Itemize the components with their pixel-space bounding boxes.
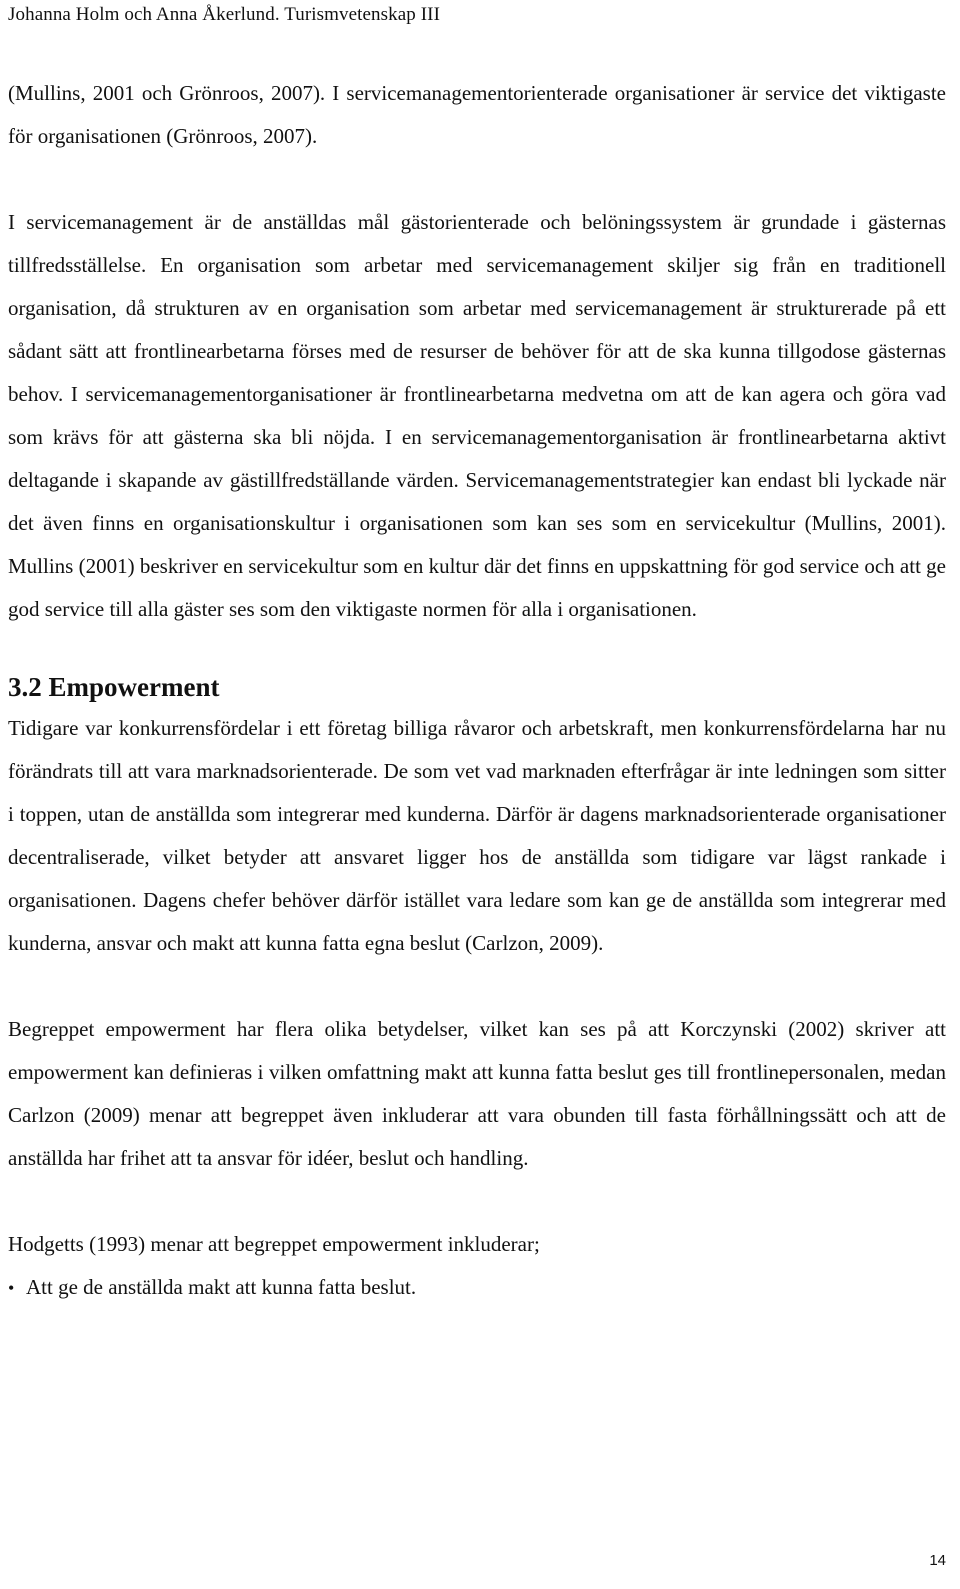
section-heading: 3.2 Empowerment <box>8 672 220 702</box>
page-number: 14 <box>929 1552 946 1569</box>
paragraph-4: Begreppet empowerment har flera olika betydelser, vilket kan ses på att Korczynski (2002) skriver att empowerment kan definieras i vilken omfattning makt att kunna fatta beslut ges till frontlinepersonalen, medan Carlzon (2009) menar att begreppet även inkluderar att vara obunden till fasta förhållningssätt och att de anställda har frihet att ta ansvar för idéer, beslut och handling. <box>8 1017 946 1170</box>
list-item <box>8 1266 946 1310</box>
paragraph-2: I servicemanagement är de anställdas mål gästorienterade och belöningssystem är grundade i gästernas tillfredsställelse. En organisation som arbetar med servicemanagement skiljer sig från en traditionell organisation, då strukturen av en organisation som arbetar med servicemanagement är strukturerade på ett sådant sätt att frontlinearbetarna förses med de resurser de behöver för att de ska kunna tillgodose gästernas behov. I servicemanagementorganisationer är frontlinearbetarna medvetna om att de kan agera och göra vad som krävs för att gästerna ska bli nöjda. I en servicemanagementorganisation är frontlinearbetarna aktivt deltagande i skapande av gästillfredställande värden. Servicemanagementstrategier kan endast bli lyckade när det även finns en organisationskultur i organisationen som kan ses som en servicekultur (Mullins, 2001). Mullins (2001) beskriver en servicekultur som en kultur där det finns en uppskattning för god service och att ge god service till alla gäster ses som den viktigaste normen för alla i organisationen. <box>8 210 946 621</box>
page-content <box>8 72 946 1310</box>
paragraph-5: Hodgetts (1993) menar att begreppet empowerment inkluderar; <box>8 1232 540 1256</box>
bullet-list <box>8 1266 946 1310</box>
paragraph-1: (Mullins, 2001 och Grönroos, 2007). I servicemanagementorienterade organisationer är service det viktigaste för organisationen (Grönroos, 2007). <box>8 81 946 148</box>
bullet-icon: • <box>8 1278 15 1298</box>
list-item-text: Att ge de anställda makt att kunna fatta beslut. <box>26 1275 417 1299</box>
paragraph-3: Tidigare var konkurrensfördelar i ett företag billiga råvaror och arbetskraft, men konkurrensfördelarna har nu förändrats till att vara marknadsorienterade. De som vet vad marknaden efterfrågar är inte ledningen som sitter i toppen, utan de anställda som integrerar med kunderna. Därför är dagens marknadsorienterade organisationer decentraliserade, vilket betyder att ansvaret ligger hos de anställda som tidigare var lägst rankade i organisationen. Dagens chefer behöver därför istället vara ledare som kan ge de anställda som integrerar med kunderna, ansvar och makt att kunna fatta egna beslut (Carlzon, 2009). <box>8 716 946 955</box>
running-header: Johanna Holm och Anna Åkerlund. Turismvetenskap III <box>8 4 441 25</box>
